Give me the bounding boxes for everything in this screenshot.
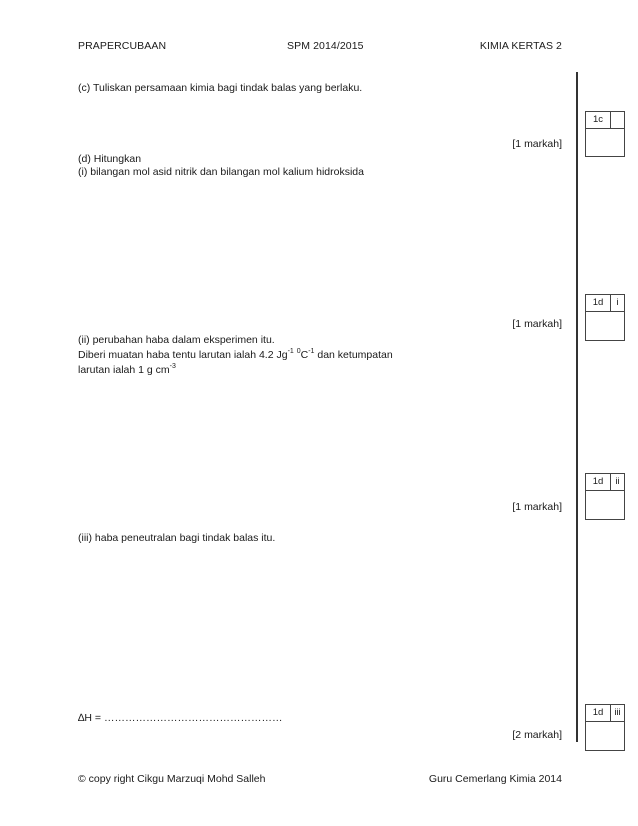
question-d-title: (d) Hitungkan [78, 153, 142, 165]
header-left: PRAPERCUBAAN [78, 40, 167, 52]
question-d-ii-given: Diberi muatan haba tentu larutan ialah 4.2 $Jg^{-1}$ $^0C^{-1}$ dan ketumpatan [78, 347, 393, 361]
mark-box-1c: 1c [585, 111, 625, 157]
mark-d-ii: [1 markah] [512, 501, 562, 513]
mark-c: [1 markah] [512, 138, 562, 150]
footer-copyright: © copy right Cikgu Marzuqi Mohd Salleh [78, 773, 266, 785]
question-d-i: (i) bilangan mol asid nitrik dan bilangan mol kalium hidroksida [78, 166, 364, 178]
mark-d-i: [1 markah] [512, 318, 562, 330]
mark-d-iii: [2 markah] [512, 729, 562, 741]
mark-box-1d-iii: 1d iii [585, 704, 625, 751]
question-d-iii: (iii) haba peneutralan bagi tindak balas itu. [78, 532, 276, 544]
header-center: SPM 2014/2015 [287, 40, 364, 52]
margin-line [576, 72, 578, 742]
delta-h-answer-line: ∆H = …………………………………………… [78, 712, 283, 724]
question-d-ii: (ii) perubahan haba dalam eksperimen itu. [78, 334, 275, 346]
footer-author-title: Guru Cemerlang Kimia 2014 [428, 773, 562, 785]
mark-box-1d-i: 1d i [585, 294, 625, 341]
header-right: KIMIA KERTAS 2 [479, 40, 562, 52]
question-c: (c) Tuliskan persamaan kimia bagi tindak balas yang berlaku. [78, 82, 363, 94]
question-d-ii-density: larutan ialah 1 g $cm^{-3}$ [78, 362, 176, 376]
mark-box-1d-ii: 1d ii [585, 473, 625, 520]
